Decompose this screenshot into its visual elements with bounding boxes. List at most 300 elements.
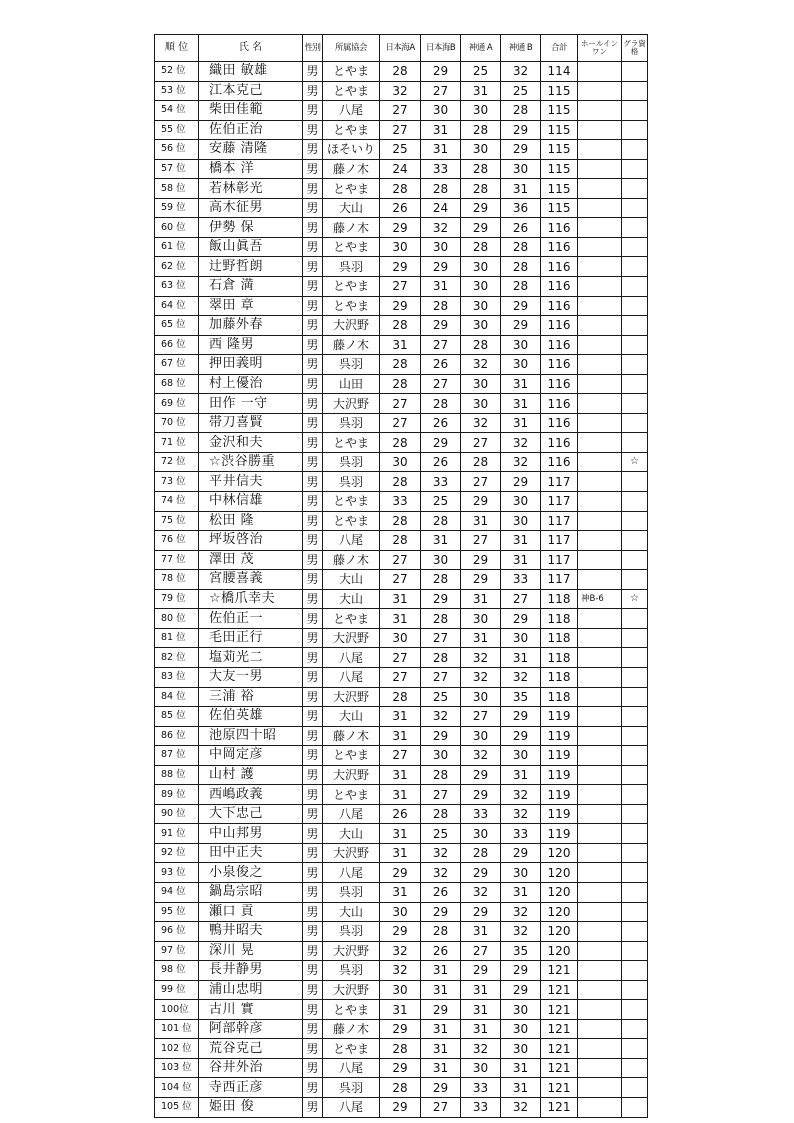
grand-qualification-cell xyxy=(622,472,648,492)
jintsu-a-score: 27 xyxy=(461,472,501,492)
grand-qualification-cell xyxy=(622,902,648,922)
table-row xyxy=(155,843,648,863)
rank-cell: 93 位 xyxy=(155,863,199,883)
table-row xyxy=(155,628,648,648)
association-cell: 藤ノ木 xyxy=(323,335,380,355)
gender-cell: 男 xyxy=(303,785,323,805)
jintsu-b-score: 31 xyxy=(501,765,541,785)
total-score: 120 xyxy=(541,941,578,961)
association-cell: 大山 xyxy=(323,707,380,727)
rank-cell: 92 位 xyxy=(155,843,199,863)
gender-cell: 男 xyxy=(303,824,323,844)
association-cell: 大山 xyxy=(323,824,380,844)
header-nihonkai-b: 日本海B xyxy=(421,35,461,62)
grand-qualification-cell xyxy=(622,765,648,785)
rank-cell: 94 位 xyxy=(155,882,199,902)
grand-qualification-cell xyxy=(622,824,648,844)
grand-qualification-cell xyxy=(622,355,648,375)
table-row xyxy=(155,140,648,160)
table-row xyxy=(155,335,648,355)
table-row xyxy=(155,433,648,453)
table-row xyxy=(155,648,648,668)
header-grand-qualification: グラ資格 xyxy=(622,35,648,62)
association-cell: 大沢野 xyxy=(323,765,380,785)
player-name-cell: 深川 晃 xyxy=(199,941,303,961)
player-name-cell: 伊勢 保 xyxy=(199,218,303,238)
jintsu-a-score: 29 xyxy=(461,550,501,570)
association-cell: ほそいり xyxy=(323,140,380,160)
total-score: 120 xyxy=(541,843,578,863)
table-row xyxy=(155,550,648,570)
jintsu-b-score: 29 xyxy=(501,843,541,863)
jintsu-a-score: 29 xyxy=(461,218,501,238)
nihonkai-a-score: 32 xyxy=(380,81,421,101)
results-table xyxy=(154,34,648,1118)
player-name-cell: ☆橋爪幸夫 xyxy=(199,589,303,609)
association-cell: 大沢野 xyxy=(323,941,380,961)
nihonkai-a-score: 29 xyxy=(380,296,421,316)
association-cell: とやま xyxy=(323,433,380,453)
hole-in-one-cell xyxy=(578,492,622,512)
nihonkai-a-score: 28 xyxy=(380,374,421,394)
rank-cell: 79 位 xyxy=(155,589,199,609)
gender-cell: 男 xyxy=(303,452,323,472)
jintsu-a-score: 28 xyxy=(461,159,501,179)
gender-cell: 男 xyxy=(303,648,323,668)
association-cell: とやま xyxy=(323,609,380,629)
nihonkai-b-score: 29 xyxy=(421,62,461,82)
total-score: 116 xyxy=(541,218,578,238)
rank-cell: 76 位 xyxy=(155,531,199,551)
jintsu-a-score: 29 xyxy=(461,863,501,883)
gender-cell: 男 xyxy=(303,863,323,883)
association-cell: とやま xyxy=(323,277,380,297)
jintsu-b-score: 29 xyxy=(501,472,541,492)
nihonkai-b-score: 33 xyxy=(421,159,461,179)
grand-qualification-cell: ☆ xyxy=(622,589,648,609)
nihonkai-a-score: 26 xyxy=(380,804,421,824)
hole-in-one-cell xyxy=(578,433,622,453)
association-cell: 藤ノ木 xyxy=(323,159,380,179)
gender-cell: 男 xyxy=(303,765,323,785)
jintsu-a-score: 32 xyxy=(461,667,501,687)
gender-cell: 男 xyxy=(303,550,323,570)
association-cell: とやま xyxy=(323,511,380,531)
association-cell: 呉羽 xyxy=(323,452,380,472)
grand-qualification-cell xyxy=(622,785,648,805)
nihonkai-b-score: 32 xyxy=(421,707,461,727)
nihonkai-b-score: 28 xyxy=(421,609,461,629)
jintsu-b-score: 30 xyxy=(501,746,541,766)
player-name-cell: 荒谷克己 xyxy=(199,1039,303,1059)
grand-qualification-cell xyxy=(622,81,648,101)
jintsu-b-score: 32 xyxy=(501,785,541,805)
nihonkai-b-score: 25 xyxy=(421,687,461,707)
gender-cell: 男 xyxy=(303,1019,323,1039)
jintsu-b-score: 31 xyxy=(501,413,541,433)
table-row xyxy=(155,198,648,218)
nihonkai-b-score: 25 xyxy=(421,824,461,844)
nihonkai-b-score: 28 xyxy=(421,648,461,668)
nihonkai-b-score: 30 xyxy=(421,237,461,257)
jintsu-b-score: 29 xyxy=(501,961,541,981)
rank-cell: 83 位 xyxy=(155,667,199,687)
hole-in-one-cell xyxy=(578,257,622,277)
player-name-cell: 金沢和夫 xyxy=(199,433,303,453)
association-cell: 大山 xyxy=(323,198,380,218)
total-score: 118 xyxy=(541,687,578,707)
gender-cell: 男 xyxy=(303,531,323,551)
association-cell: とやま xyxy=(323,296,380,316)
jintsu-a-score: 33 xyxy=(461,1078,501,1098)
rank-cell: 87 位 xyxy=(155,746,199,766)
player-name-cell: 佐伯正一 xyxy=(199,609,303,629)
grand-qualification-cell xyxy=(622,198,648,218)
hole-in-one-cell xyxy=(578,707,622,727)
nihonkai-a-score: 27 xyxy=(380,277,421,297)
player-name-cell: 寺西正彦 xyxy=(199,1078,303,1098)
player-name-cell: 中林信雄 xyxy=(199,492,303,512)
association-cell: 藤ノ木 xyxy=(323,1019,380,1039)
nihonkai-b-score: 31 xyxy=(421,961,461,981)
rank-cell: 68 位 xyxy=(155,374,199,394)
jintsu-a-score: 25 xyxy=(461,62,501,82)
gender-cell: 男 xyxy=(303,882,323,902)
hole-in-one-cell xyxy=(578,1019,622,1039)
gender-cell: 男 xyxy=(303,707,323,727)
table-row xyxy=(155,922,648,942)
table-row xyxy=(155,159,648,179)
player-name-cell: 織田 敏雄 xyxy=(199,62,303,82)
nihonkai-a-score: 28 xyxy=(380,179,421,199)
player-name-cell: 塩苅光二 xyxy=(199,648,303,668)
nihonkai-a-score: 31 xyxy=(380,1000,421,1020)
player-name-cell: 若林彰光 xyxy=(199,179,303,199)
grand-qualification-cell xyxy=(622,433,648,453)
total-score: 117 xyxy=(541,550,578,570)
nihonkai-a-score: 29 xyxy=(380,1019,421,1039)
association-cell: とやま xyxy=(323,1000,380,1020)
jintsu-a-score: 32 xyxy=(461,648,501,668)
hole-in-one-cell xyxy=(578,980,622,1000)
nihonkai-b-score: 27 xyxy=(421,1097,461,1117)
nihonkai-b-score: 26 xyxy=(421,882,461,902)
jintsu-b-score: 31 xyxy=(501,531,541,551)
table-row xyxy=(155,1039,648,1059)
total-score: 121 xyxy=(541,1097,578,1117)
hole-in-one-cell xyxy=(578,550,622,570)
header-row xyxy=(155,35,648,62)
player-name-cell: 毛田正行 xyxy=(199,628,303,648)
hole-in-one-cell xyxy=(578,101,622,121)
jintsu-b-score: 33 xyxy=(501,570,541,590)
jintsu-b-score: 30 xyxy=(501,335,541,355)
jintsu-a-score: 29 xyxy=(461,902,501,922)
player-name-cell: 大下忠己 xyxy=(199,804,303,824)
association-cell: 八尾 xyxy=(323,863,380,883)
hole-in-one-cell xyxy=(578,961,622,981)
table-row xyxy=(155,81,648,101)
rank-cell: 66 位 xyxy=(155,335,199,355)
total-score: 121 xyxy=(541,1019,578,1039)
rank-cell: 58 位 xyxy=(155,179,199,199)
rank-cell: 105 位 xyxy=(155,1097,199,1117)
hole-in-one-cell xyxy=(578,511,622,531)
gender-cell: 男 xyxy=(303,843,323,863)
jintsu-b-score: 30 xyxy=(501,355,541,375)
nihonkai-b-score: 27 xyxy=(421,785,461,805)
rank-cell: 103 位 xyxy=(155,1058,199,1078)
table-row xyxy=(155,452,648,472)
gender-cell: 男 xyxy=(303,1078,323,1098)
grand-qualification-cell xyxy=(622,726,648,746)
hole-in-one-cell xyxy=(578,140,622,160)
total-score: 115 xyxy=(541,179,578,199)
jintsu-a-score: 29 xyxy=(461,198,501,218)
association-cell: 八尾 xyxy=(323,1058,380,1078)
jintsu-b-score: 36 xyxy=(501,198,541,218)
grand-qualification-cell xyxy=(622,531,648,551)
total-score: 121 xyxy=(541,1000,578,1020)
association-cell: 呉羽 xyxy=(323,413,380,433)
rank-cell: 97 位 xyxy=(155,941,199,961)
jintsu-a-score: 28 xyxy=(461,843,501,863)
player-name-cell: 瀬口 貢 xyxy=(199,902,303,922)
rank-cell: 91 位 xyxy=(155,824,199,844)
grand-qualification-cell xyxy=(622,922,648,942)
hole-in-one-cell xyxy=(578,882,622,902)
nihonkai-b-score: 27 xyxy=(421,628,461,648)
grand-qualification-cell xyxy=(622,746,648,766)
jintsu-a-score: 30 xyxy=(461,687,501,707)
association-cell: 呉羽 xyxy=(323,882,380,902)
total-score: 120 xyxy=(541,922,578,942)
hole-in-one-cell xyxy=(578,1058,622,1078)
table-row xyxy=(155,961,648,981)
association-cell: とやま xyxy=(323,81,380,101)
total-score: 118 xyxy=(541,648,578,668)
grand-qualification-cell xyxy=(622,237,648,257)
nihonkai-b-score: 31 xyxy=(421,980,461,1000)
gender-cell: 男 xyxy=(303,218,323,238)
total-score: 117 xyxy=(541,511,578,531)
gender-cell: 男 xyxy=(303,1039,323,1059)
hole-in-one-cell xyxy=(578,62,622,82)
nihonkai-a-score: 28 xyxy=(380,511,421,531)
gender-cell: 男 xyxy=(303,804,323,824)
player-name-cell: 安藤 清隆 xyxy=(199,140,303,160)
jintsu-b-score: 28 xyxy=(501,277,541,297)
rank-cell: 89 位 xyxy=(155,785,199,805)
player-name-cell: 帯刀喜賢 xyxy=(199,413,303,433)
rank-cell: 78 位 xyxy=(155,570,199,590)
jintsu-b-score: 31 xyxy=(501,648,541,668)
jintsu-b-score: 32 xyxy=(501,667,541,687)
grand-qualification-cell xyxy=(622,609,648,629)
jintsu-b-score: 31 xyxy=(501,882,541,902)
rank-cell: 74 位 xyxy=(155,492,199,512)
grand-qualification-cell xyxy=(622,1097,648,1117)
gender-cell: 男 xyxy=(303,159,323,179)
grand-qualification-cell xyxy=(622,120,648,140)
jintsu-a-score: 30 xyxy=(461,277,501,297)
hole-in-one-cell xyxy=(578,277,622,297)
total-score: 119 xyxy=(541,765,578,785)
association-cell: 八尾 xyxy=(323,648,380,668)
table-row xyxy=(155,257,648,277)
rank-cell: 57 位 xyxy=(155,159,199,179)
rank-cell: 64 位 xyxy=(155,296,199,316)
gender-cell: 男 xyxy=(303,81,323,101)
nihonkai-b-score: 32 xyxy=(421,843,461,863)
hole-in-one-cell xyxy=(578,198,622,218)
nihonkai-a-score: 27 xyxy=(380,394,421,414)
table-row xyxy=(155,531,648,551)
jintsu-a-score: 30 xyxy=(461,609,501,629)
player-name-cell: 古川 實 xyxy=(199,1000,303,1020)
grand-qualification-cell xyxy=(622,492,648,512)
hole-in-one-cell xyxy=(578,355,622,375)
jintsu-a-score: 27 xyxy=(461,531,501,551)
table-row xyxy=(155,902,648,922)
nihonkai-b-score: 29 xyxy=(421,589,461,609)
total-score: 116 xyxy=(541,433,578,453)
rank-cell: 65 位 xyxy=(155,316,199,336)
gender-cell: 男 xyxy=(303,492,323,512)
nihonkai-b-score: 30 xyxy=(421,550,461,570)
player-name-cell: 橋本 洋 xyxy=(199,159,303,179)
table-row xyxy=(155,882,648,902)
jintsu-b-score: 32 xyxy=(501,1097,541,1117)
table-row xyxy=(155,765,648,785)
jintsu-b-score: 30 xyxy=(501,1019,541,1039)
grand-qualification-cell xyxy=(622,257,648,277)
table-row xyxy=(155,394,648,414)
gender-cell: 男 xyxy=(303,413,323,433)
gender-cell: 男 xyxy=(303,257,323,277)
total-score: 121 xyxy=(541,1039,578,1059)
total-score: 116 xyxy=(541,452,578,472)
table-row xyxy=(155,1097,648,1117)
total-score: 120 xyxy=(541,902,578,922)
nihonkai-b-score: 26 xyxy=(421,355,461,375)
gender-cell: 男 xyxy=(303,511,323,531)
total-score: 116 xyxy=(541,374,578,394)
gender-cell: 男 xyxy=(303,277,323,297)
grand-qualification-cell xyxy=(622,1078,648,1098)
total-score: 116 xyxy=(541,237,578,257)
grand-qualification-cell xyxy=(622,218,648,238)
rank-cell: 95 位 xyxy=(155,902,199,922)
jintsu-b-score: 33 xyxy=(501,824,541,844)
rank-cell: 73 位 xyxy=(155,472,199,492)
nihonkai-a-score: 25 xyxy=(380,140,421,160)
jintsu-b-score: 26 xyxy=(501,218,541,238)
nihonkai-a-score: 28 xyxy=(380,531,421,551)
jintsu-a-score: 30 xyxy=(461,296,501,316)
table-row xyxy=(155,589,648,609)
table-row xyxy=(155,277,648,297)
jintsu-b-score: 30 xyxy=(501,1039,541,1059)
table-row xyxy=(155,667,648,687)
jintsu-a-score: 28 xyxy=(461,237,501,257)
gender-cell: 男 xyxy=(303,961,323,981)
total-score: 116 xyxy=(541,296,578,316)
association-cell: 八尾 xyxy=(323,1097,380,1117)
jintsu-b-score: 31 xyxy=(501,374,541,394)
jintsu-b-score: 32 xyxy=(501,433,541,453)
nihonkai-a-score: 27 xyxy=(380,413,421,433)
nihonkai-b-score: 26 xyxy=(421,452,461,472)
hole-in-one-cell xyxy=(578,902,622,922)
hole-in-one-cell xyxy=(578,472,622,492)
hole-in-one-cell xyxy=(578,746,622,766)
nihonkai-b-score: 29 xyxy=(421,316,461,336)
rank-cell: 69 位 xyxy=(155,394,199,414)
grand-qualification-cell xyxy=(622,863,648,883)
gender-cell: 男 xyxy=(303,472,323,492)
player-name-cell: 松田 隆 xyxy=(199,511,303,531)
gender-cell: 男 xyxy=(303,609,323,629)
header-gender: 性別 xyxy=(303,35,323,62)
rank-cell: 101 位 xyxy=(155,1019,199,1039)
gender-cell: 男 xyxy=(303,120,323,140)
hole-in-one-cell xyxy=(578,1000,622,1020)
nihonkai-a-score: 28 xyxy=(380,687,421,707)
nihonkai-a-score: 31 xyxy=(380,824,421,844)
gender-cell: 男 xyxy=(303,374,323,394)
total-score: 118 xyxy=(541,589,578,609)
nihonkai-b-score: 27 xyxy=(421,374,461,394)
grand-qualification-cell xyxy=(622,511,648,531)
nihonkai-b-score: 26 xyxy=(421,941,461,961)
nihonkai-a-score: 32 xyxy=(380,961,421,981)
nihonkai-a-score: 27 xyxy=(380,746,421,766)
nihonkai-a-score: 30 xyxy=(380,237,421,257)
header-nihonkai-a: 日本海A xyxy=(380,35,421,62)
header-rank: 順 位 xyxy=(155,35,199,62)
grand-qualification-cell xyxy=(622,628,648,648)
rank-cell: 60 位 xyxy=(155,218,199,238)
association-cell: とやま xyxy=(323,492,380,512)
nihonkai-b-score: 26 xyxy=(421,413,461,433)
rank-cell: 84 位 xyxy=(155,687,199,707)
gender-cell: 男 xyxy=(303,980,323,1000)
total-score: 117 xyxy=(541,531,578,551)
association-cell: 呉羽 xyxy=(323,961,380,981)
jintsu-a-score: 30 xyxy=(461,394,501,414)
grand-qualification-cell xyxy=(622,1000,648,1020)
nihonkai-a-score: 27 xyxy=(380,648,421,668)
nihonkai-a-score: 30 xyxy=(380,628,421,648)
association-cell: 呉羽 xyxy=(323,472,380,492)
total-score: 120 xyxy=(541,863,578,883)
jintsu-b-score: 29 xyxy=(501,980,541,1000)
association-cell: 大沢野 xyxy=(323,980,380,1000)
player-name-cell: 翠田 章 xyxy=(199,296,303,316)
jintsu-a-score: 27 xyxy=(461,707,501,727)
rank-cell: 100位 xyxy=(155,1000,199,1020)
jintsu-b-score: 30 xyxy=(501,159,541,179)
rank-cell: 52 位 xyxy=(155,62,199,82)
jintsu-b-score: 27 xyxy=(501,589,541,609)
nihonkai-b-score: 28 xyxy=(421,922,461,942)
hole-in-one-cell xyxy=(578,452,622,472)
rank-cell: 59 位 xyxy=(155,198,199,218)
jintsu-b-score: 30 xyxy=(501,492,541,512)
player-name-cell: 平井信夫 xyxy=(199,472,303,492)
hole-in-one-cell: 神B-6 xyxy=(578,589,622,609)
